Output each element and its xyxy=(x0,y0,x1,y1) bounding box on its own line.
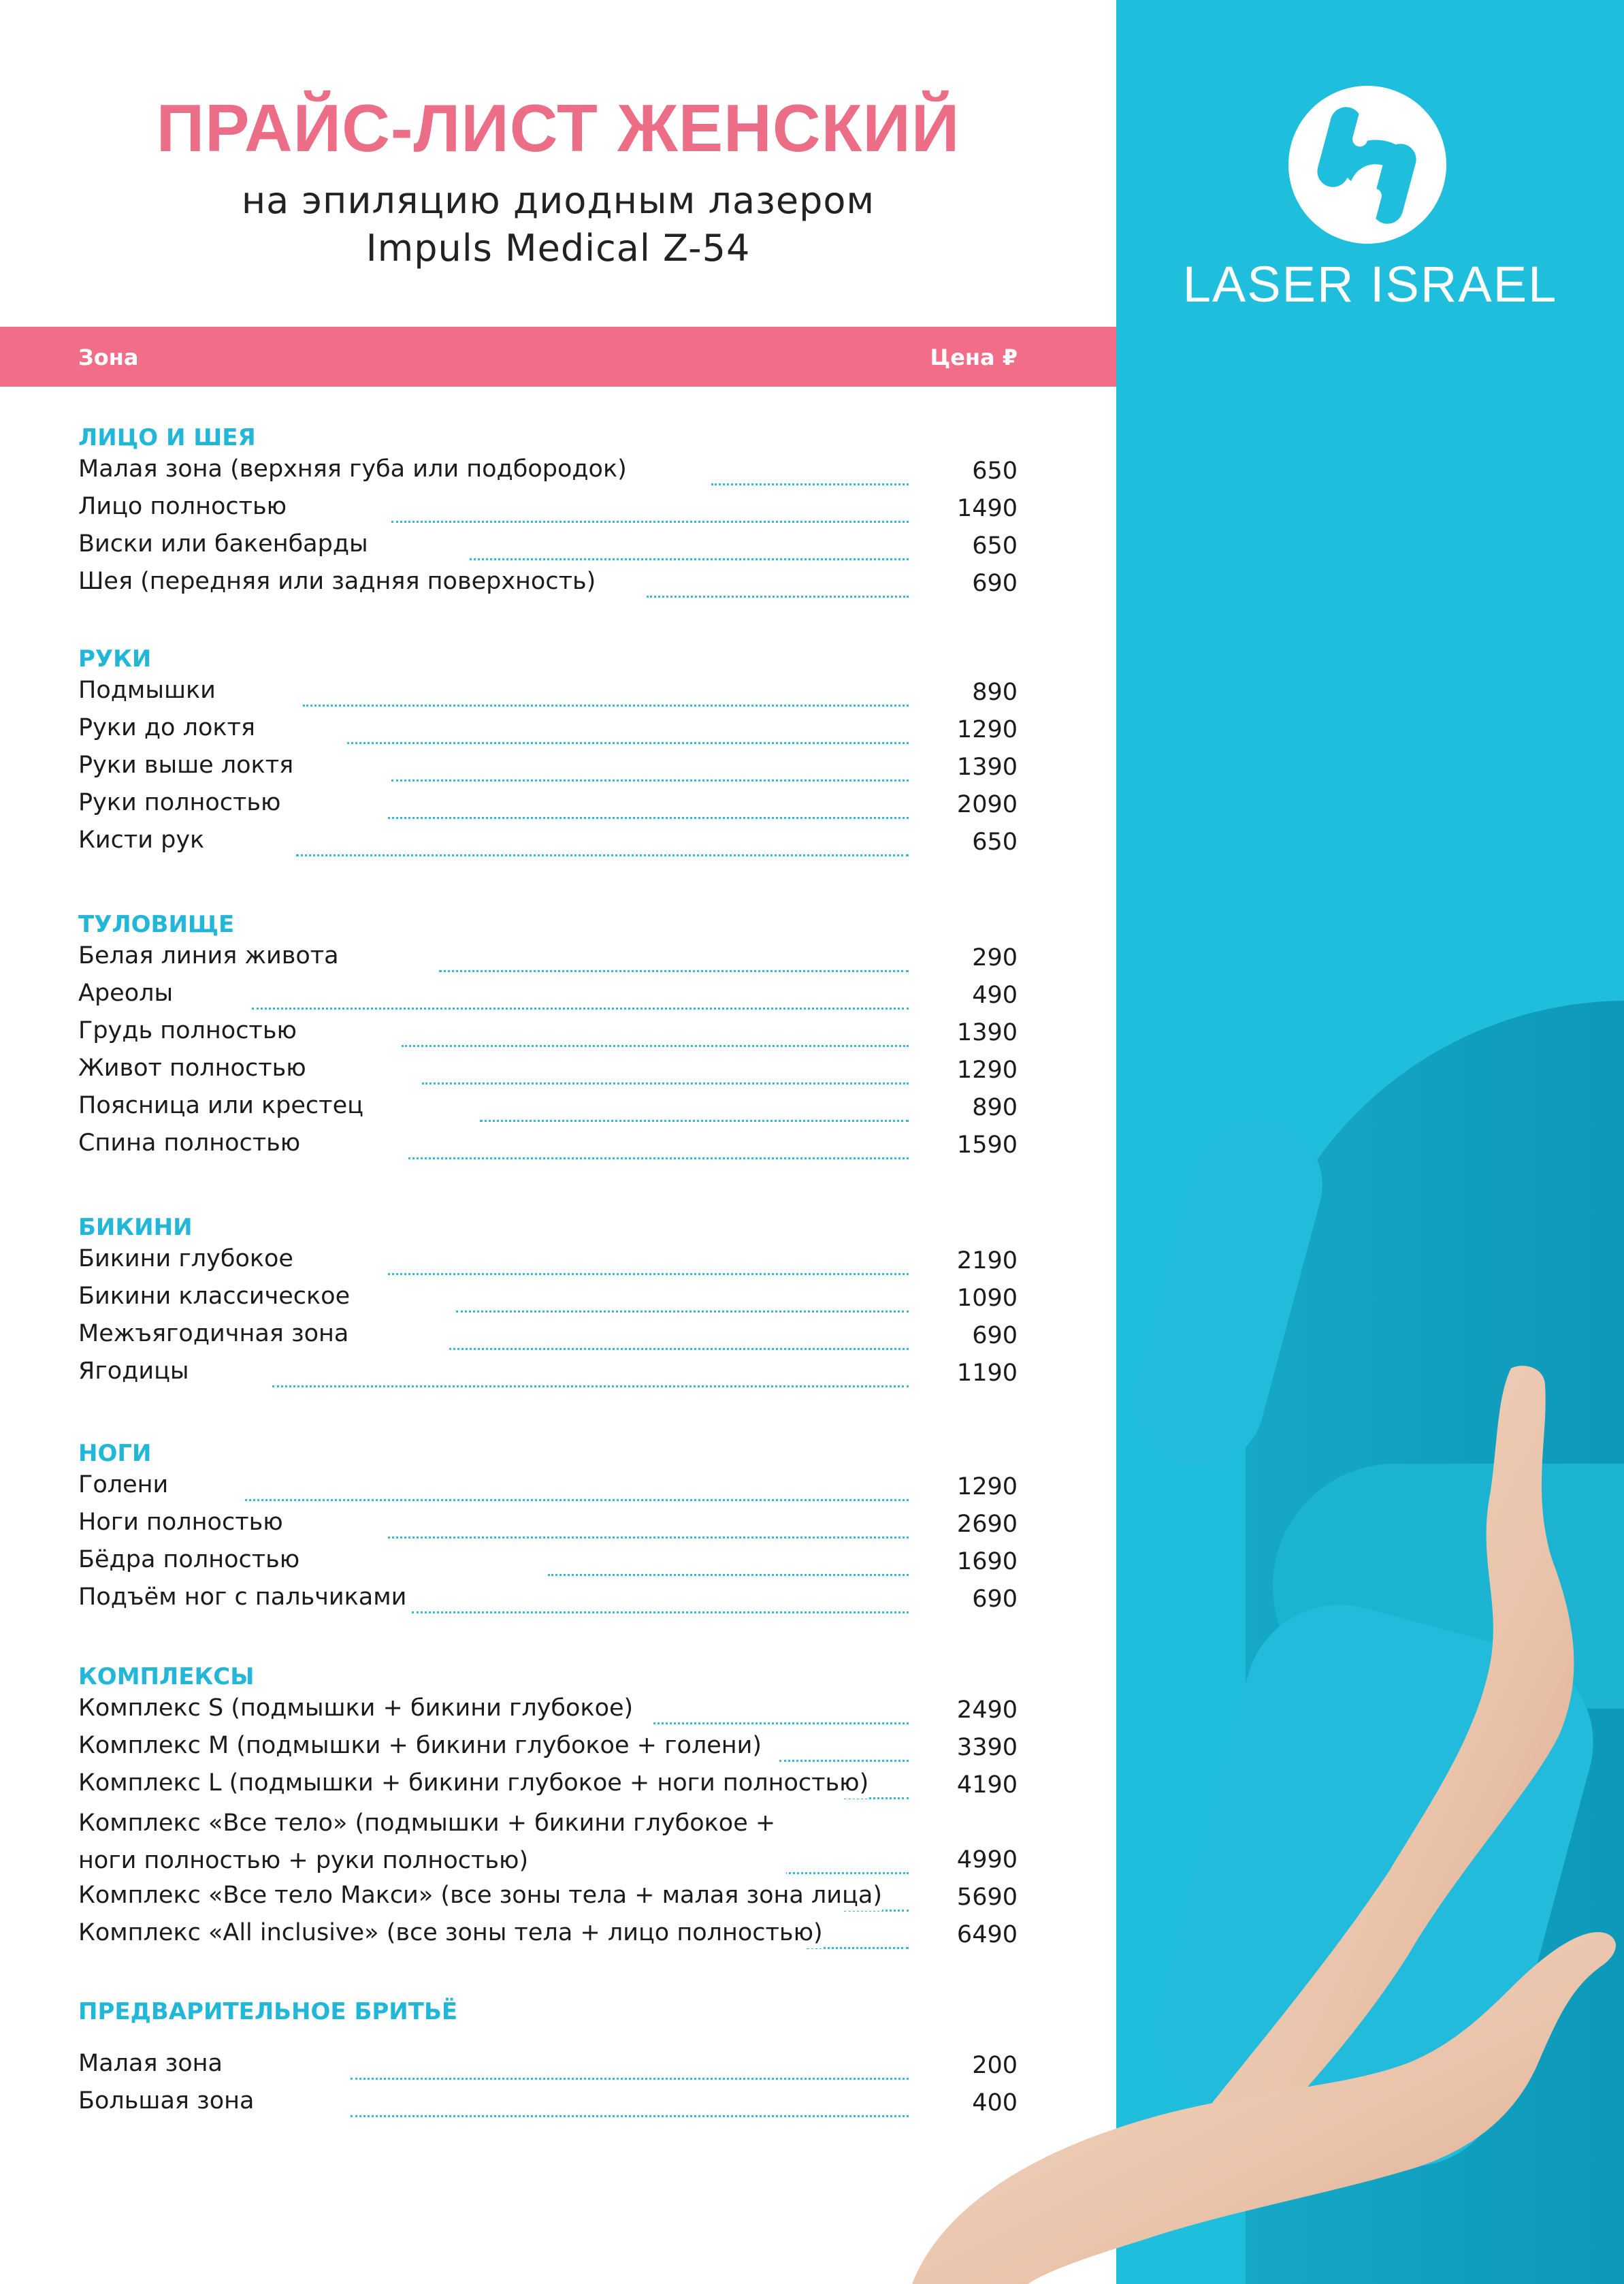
zone-name: Комплекс «All inclusive» (все зоны тела + лицо полностью) xyxy=(78,1917,823,1948)
zone-price: 2090 xyxy=(956,791,1018,818)
price-row xyxy=(78,1281,1018,1318)
price-row xyxy=(78,2048,1018,2085)
section-torso xyxy=(78,909,1018,1165)
zone-price: 3390 xyxy=(956,1734,1018,1761)
zone-name: Виски или бакенбарды xyxy=(78,528,368,560)
page-title: ПРАЙС-ЛИСТ ЖЕНСКИЙ xyxy=(156,91,960,165)
zone-price: 1590 xyxy=(956,1131,1018,1159)
zone-name: Шея (передняя или задняя поверхность) xyxy=(78,566,596,597)
zone-price: 5690 xyxy=(956,1884,1018,1911)
zone-name: Руки полностью xyxy=(78,787,281,818)
zone-price: 290 xyxy=(972,944,1018,971)
zone-name: Поясница или крестец xyxy=(78,1090,363,1121)
zone-price: 490 xyxy=(972,982,1018,1009)
zone-price: 2490 xyxy=(956,1696,1018,1724)
price-row xyxy=(78,453,1018,491)
price-row xyxy=(78,675,1018,712)
zone-price: 1390 xyxy=(956,1019,1018,1046)
section-title: КОМПЛЕКСЫ xyxy=(78,1663,255,1690)
table-header-bar xyxy=(0,327,1116,387)
price-row xyxy=(78,1355,1018,1393)
price-row xyxy=(78,1090,1018,1127)
brand-name: LASER ISRAEL xyxy=(1182,256,1558,312)
zone-price: 1290 xyxy=(956,716,1018,743)
zone-name: Большая зона xyxy=(78,2085,254,2117)
zone-price: 200 xyxy=(972,2052,1018,2079)
zone-name: Подъём ног с пальчиками xyxy=(78,1581,406,1613)
subtitle-line: на эпиляцию диодным лазером xyxy=(241,179,875,222)
zone-name: Кисти рук xyxy=(78,824,204,856)
price-row xyxy=(78,1767,1018,1805)
zone-name: Бёдра полностью xyxy=(78,1544,299,1575)
zone-name: Белая линия живота xyxy=(78,940,339,971)
zone-price: 1490 xyxy=(956,495,1018,522)
zone-name: Лицо полностью xyxy=(78,491,287,522)
zone-name: Комплекс L (подмышки + бикини глубокое + ноги полностью) xyxy=(78,1767,868,1799)
zone-name: Грудь полностью xyxy=(78,1015,297,1046)
zone-name: Комплекс M (подмышки + бикини глубокое + голени) xyxy=(78,1730,762,1761)
zone-name: Малая зона xyxy=(78,2048,223,2079)
price-row xyxy=(78,1318,1018,1355)
zone-name: Комплекс S (подмышки + бикини глубокое) xyxy=(78,1692,633,1724)
price-row xyxy=(78,712,1018,750)
price-row xyxy=(78,1917,1018,1955)
zone-name: Ноги полностью xyxy=(78,1507,283,1538)
section-complexes xyxy=(78,1661,1018,1955)
zone-price: 4190 xyxy=(956,1771,1018,1799)
zone-price: 690 xyxy=(972,1586,1018,1613)
price-row xyxy=(78,940,1018,978)
subtitle-line: Impuls Medical Z-54 xyxy=(366,227,751,270)
section-title: ПРЕДВАРИТЕЛЬНОЕ БРИТЬЁ xyxy=(78,1998,458,2025)
zone-price: 650 xyxy=(972,829,1018,856)
price-row xyxy=(78,1052,1018,1090)
zone-name: Ареолы xyxy=(78,978,173,1009)
zone-price: 400 xyxy=(972,2089,1018,2117)
price-row xyxy=(78,1469,1018,1507)
price-row xyxy=(78,787,1018,824)
price-row xyxy=(78,1581,1018,1619)
zone-price: 690 xyxy=(972,570,1018,597)
price-row xyxy=(78,1127,1018,1165)
price-row xyxy=(78,750,1018,787)
zone-name: Бикини глубокое xyxy=(78,1243,293,1274)
zone-price: 890 xyxy=(972,679,1018,706)
zone-price: 1690 xyxy=(956,1548,1018,1575)
price-row xyxy=(78,1805,1018,1880)
section-arms xyxy=(78,643,1018,862)
zone-price: 1290 xyxy=(956,1057,1018,1084)
price-row xyxy=(78,1243,1018,1281)
zone-name: Бикини классическое xyxy=(78,1281,350,1312)
zone-name: Ягодицы xyxy=(78,1355,189,1387)
price-row xyxy=(78,2085,1018,2123)
price-row xyxy=(78,566,1018,603)
zone-price: 1090 xyxy=(956,1285,1018,1312)
zone-price: 4990 xyxy=(956,1846,1018,1873)
section-title: ЛИЦО И ШЕЯ xyxy=(78,424,256,451)
price-row xyxy=(78,978,1018,1015)
zone-name: Подмышки xyxy=(78,675,216,706)
price-row xyxy=(78,528,1018,566)
zone-name: Руки до локтя xyxy=(78,712,255,743)
zone-price: 650 xyxy=(972,457,1018,485)
zone-price: 1290 xyxy=(956,1473,1018,1500)
zone-name: Голени xyxy=(78,1469,168,1500)
zone-name: Комплекс «Все тело» (подмышки + бикини глубокое + ноги полностью + руки полностью) xyxy=(78,1805,786,1880)
zone-price: 2690 xyxy=(956,1511,1018,1538)
zone-name: Межъягодичная зона xyxy=(78,1318,348,1349)
zone-name: Руки выше локтя xyxy=(78,750,293,781)
section-bikini xyxy=(78,1212,1018,1393)
price-row xyxy=(78,1015,1018,1052)
section-title: ТУЛОВИЩЕ xyxy=(78,911,235,938)
zone-price: 890 xyxy=(972,1094,1018,1121)
zone-price: 2190 xyxy=(956,1247,1018,1274)
brand-logo-icon xyxy=(1288,86,1446,244)
zone-price: 690 xyxy=(972,1322,1018,1349)
zone-name: Малая зона (верхняя губа или подбородок) xyxy=(78,453,627,485)
price-row xyxy=(78,1544,1018,1581)
section-title: НОГИ xyxy=(78,1440,152,1467)
zone-name: Спина полностью xyxy=(78,1127,300,1159)
zone-name: Живот полностью xyxy=(78,1052,306,1084)
page-subtitle xyxy=(0,177,1116,272)
price-column-header: Цена ₽ xyxy=(930,344,1018,370)
price-row xyxy=(78,1692,1018,1730)
price-row xyxy=(78,1880,1018,1917)
zone-price: 650 xyxy=(972,532,1018,560)
section-title: РУКИ xyxy=(78,645,152,673)
zone-column-header: Зона xyxy=(78,344,139,370)
zone-name: Комплекс «Все тело Макси» (все зоны тела + малая зона лица) xyxy=(78,1880,882,1911)
section-legs xyxy=(78,1438,1018,1619)
price-row xyxy=(78,1507,1018,1544)
price-row xyxy=(78,491,1018,528)
section-title: БИКИНИ xyxy=(78,1214,193,1241)
section-shaving xyxy=(78,1996,1018,2123)
price-row xyxy=(78,1730,1018,1767)
zone-price: 1390 xyxy=(956,754,1018,781)
price-row xyxy=(78,824,1018,862)
zone-price: 6490 xyxy=(956,1921,1018,1948)
zone-price: 1190 xyxy=(956,1360,1018,1387)
section-face-neck xyxy=(78,422,1018,603)
